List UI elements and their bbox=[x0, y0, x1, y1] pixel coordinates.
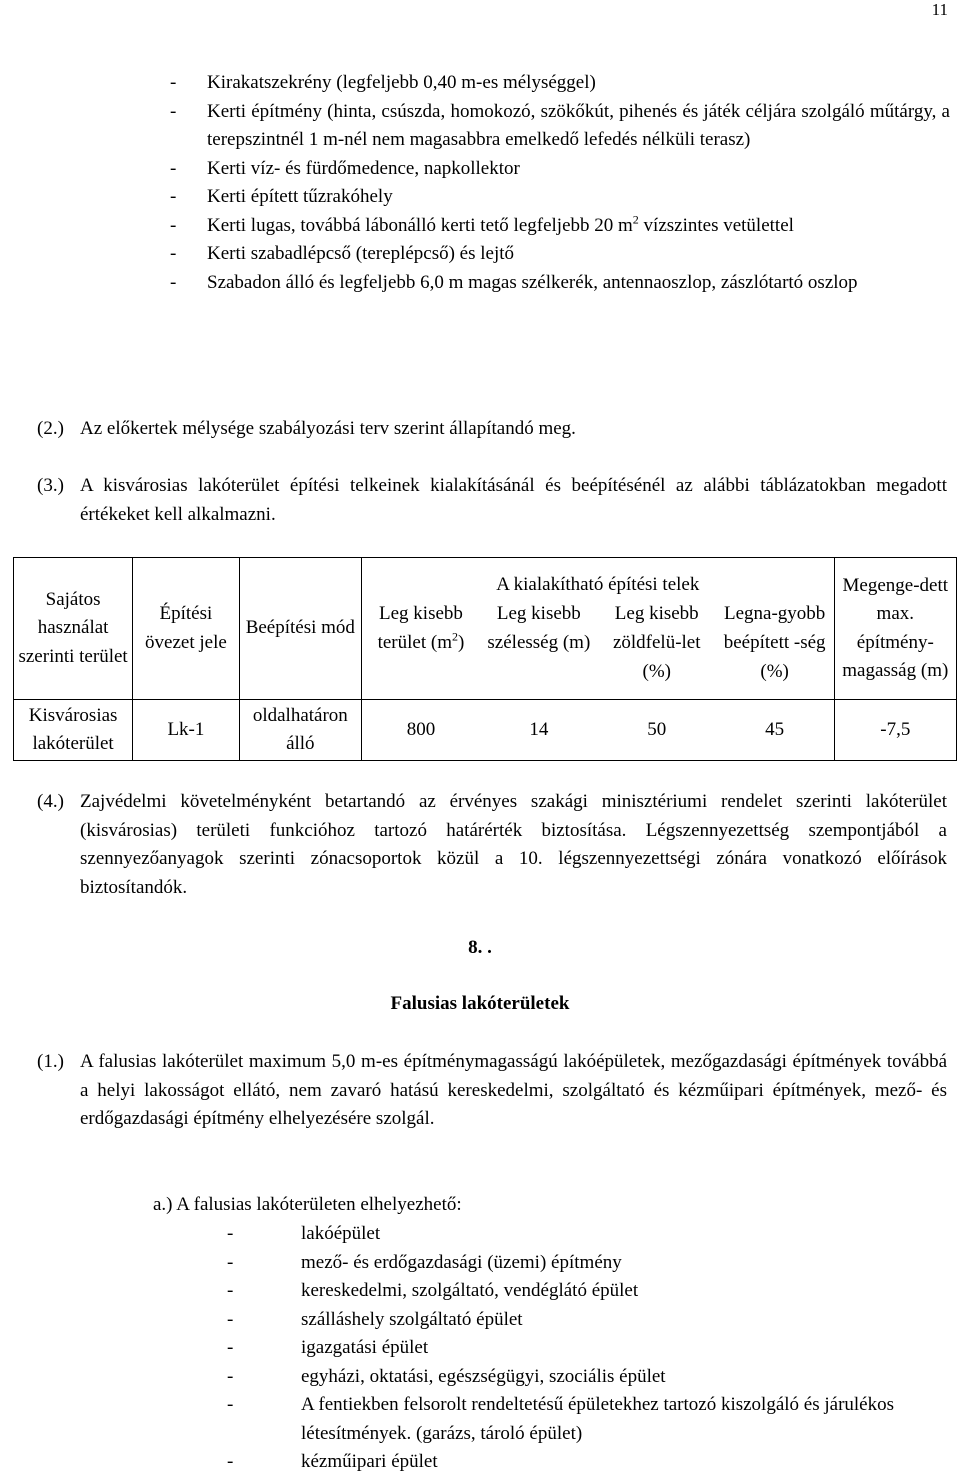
list-item-text: Kerti lugas, továbbá lábonálló kerti tető legfeljebb 20 m bbox=[207, 214, 633, 236]
list-item-text: Kerti épített tűzrakóhely bbox=[207, 186, 393, 207]
section-number: 8. . bbox=[468, 937, 492, 958]
paragraph-2 bbox=[37, 415, 947, 444]
paragraph-number: (3.) bbox=[37, 475, 64, 496]
page-number: 11 bbox=[931, 0, 948, 19]
list-item-text: A fentiekben felsorolt rendeltetésű épületekhez tartozó kiszolgáló és járulékos létesítmények. (garázs, tároló épület) bbox=[301, 1394, 895, 1444]
header-plot-group bbox=[362, 558, 835, 700]
header-area-text: Leg kisebb terület (m bbox=[377, 603, 463, 653]
list-dash: - bbox=[227, 1365, 234, 1387]
list-dash: - bbox=[227, 1280, 234, 1301]
list-item bbox=[227, 1363, 927, 1392]
paragraph-5 bbox=[37, 1048, 947, 1134]
list-dash: - bbox=[170, 271, 177, 293]
superscript: 2 bbox=[632, 212, 639, 227]
list-item bbox=[170, 212, 950, 241]
paragraph-number: (1.) bbox=[37, 1051, 64, 1072]
list-dash: - bbox=[227, 1451, 234, 1472]
cell-built: 45 bbox=[765, 718, 785, 740]
list-item-text: Kerti építmény (hinta, csúszda, homokozó, szökőkút, pihenés és játék céljára szolgáló műtárgy, a terepszintnél 1 m-nél nem magasabbra emelkedő lefedés nélküli terasz) bbox=[207, 100, 950, 150]
list-item-text: Kerti víz- és fürdőmedence, napkollektor bbox=[207, 157, 520, 179]
paragraph-number: (4.) bbox=[37, 791, 64, 812]
list-dash: - bbox=[170, 72, 177, 93]
parameters-table bbox=[13, 557, 957, 761]
list-item-text: lakóépület bbox=[301, 1223, 381, 1244]
list-item bbox=[170, 240, 950, 269]
cell-height: -7,5 bbox=[834, 700, 956, 761]
list-dash: - bbox=[170, 157, 177, 179]
list-item-text: vízszintes vetülettel bbox=[638, 214, 794, 236]
list-item bbox=[227, 1220, 927, 1249]
list-dash: - bbox=[170, 243, 177, 264]
list-dash: - bbox=[227, 1394, 234, 1415]
list-item-text: szálláshely szolgáltató épület bbox=[301, 1308, 523, 1330]
list-dash: - bbox=[227, 1223, 234, 1244]
header-area bbox=[362, 599, 480, 686]
list-dash: - bbox=[170, 186, 177, 207]
list-item bbox=[227, 1448, 927, 1477]
cell-mode: oldalhatáron álló bbox=[239, 700, 361, 761]
list-item bbox=[227, 1277, 927, 1306]
list-dash: - bbox=[227, 1308, 234, 1330]
cell-green: 50 bbox=[647, 718, 667, 740]
list-item bbox=[227, 1249, 927, 1278]
list-item-text: kézműipari épület bbox=[301, 1451, 438, 1472]
header-height: Megenge-dett max. építmény-magasság (m) bbox=[834, 558, 956, 700]
list-item bbox=[227, 1391, 927, 1448]
cell-width: 14 bbox=[529, 718, 549, 740]
list-item bbox=[227, 1334, 927, 1363]
paragraph-number: (2.) bbox=[37, 418, 64, 439]
list-item-text: mező- és erdőgazdasági (üzemi) építmény bbox=[301, 1251, 622, 1273]
list-dash: - bbox=[170, 100, 177, 122]
header-zone: Építési övezet jele bbox=[133, 558, 239, 700]
section-title: Falusias lakóterületek bbox=[390, 993, 570, 1014]
list-item bbox=[170, 98, 950, 155]
list-item-text: Kirakatszekrény (legfeljebb 0,40 m-es mélységgel) bbox=[207, 72, 596, 93]
list-item bbox=[170, 183, 950, 212]
paragraph-3 bbox=[37, 472, 947, 529]
list-dash: - bbox=[227, 1337, 234, 1358]
list-item bbox=[170, 155, 950, 184]
list-item-text: Kerti szabadlépcső (tereplépcső) és lejtő bbox=[207, 243, 515, 264]
cell-area: 800 bbox=[406, 718, 436, 740]
paragraph-text: Zajvédelmi követelményként betartandó az érvényes szakági minisztériumi rendelet szerinti lakóterület (kisvárosias) területi funkcióhoz tartozó határérték biztosítása. Légszennyezettség szempontjából a szennyezőanyagok szerinti zónacsoportok közül a 10. légszennyezettségi zónára vonatkozó előírások biztosítandók. bbox=[80, 791, 947, 898]
sub-heading: a.) A falusias lakóterületen elhelyezhető: bbox=[153, 1194, 462, 1215]
list-dash: - bbox=[227, 1251, 234, 1273]
intro-list bbox=[170, 69, 950, 297]
header-group-title: A kialakítható építési telek bbox=[496, 574, 700, 595]
sub-list bbox=[227, 1220, 927, 1477]
list-item bbox=[227, 1306, 927, 1335]
list-item-text: igazgatási épület bbox=[301, 1337, 429, 1358]
header-green: Leg kisebb zöldfelü-let (%) bbox=[612, 603, 701, 682]
header-mode: Beépítési mód bbox=[239, 558, 361, 700]
paragraph-text: Az előkertek mélysége szabályozási terv szerint állapítandó meg. bbox=[80, 418, 576, 439]
superscript: 2 bbox=[451, 629, 458, 644]
list-item bbox=[170, 269, 950, 298]
header-use: Sajátos használat szerinti terület bbox=[14, 558, 133, 700]
header-built: Legna-gyobb beépített -ség (%) bbox=[723, 603, 826, 682]
paragraph-4 bbox=[37, 788, 947, 902]
list-item-text: kereskedelmi, szolgáltató, vendéglátó épület bbox=[301, 1280, 639, 1301]
paragraph-text: A kisvárosias lakóterület építési telkeinek kialakításánál és beépítésénél az alábbi táblázatokban megadott értékeket kell alkalmazni. bbox=[80, 475, 947, 525]
list-dash: - bbox=[170, 214, 177, 236]
list-item bbox=[170, 69, 950, 98]
list-item-text: Szabadon álló és legfeljebb 6,0 m magas szélkerék, antennaoszlop, zászlótartó oszlop bbox=[207, 271, 858, 293]
list-item-text: egyházi, oktatási, egészségügyi, szociális épület bbox=[301, 1365, 666, 1387]
cell-use: Kisvárosias lakóterület bbox=[14, 700, 133, 761]
cell-plot-values bbox=[362, 700, 835, 761]
header-width: Leg kisebb szélesség (m) bbox=[487, 603, 591, 653]
header-area-text-end: ) bbox=[457, 632, 465, 653]
paragraph-text: A falusias lakóterület maximum 5,0 m-es építménymagasságú lakóépületek, mezőgazdasági építmények továbbá a helyi lakosságot ellátó, nem zavaró hatású kereskedelmi, szolgáltató és kézműipari építmények, mező- és erdőgazdasági építmény elhelyezésére szolgál. bbox=[80, 1051, 947, 1129]
cell-zone: Lk-1 bbox=[133, 700, 239, 761]
